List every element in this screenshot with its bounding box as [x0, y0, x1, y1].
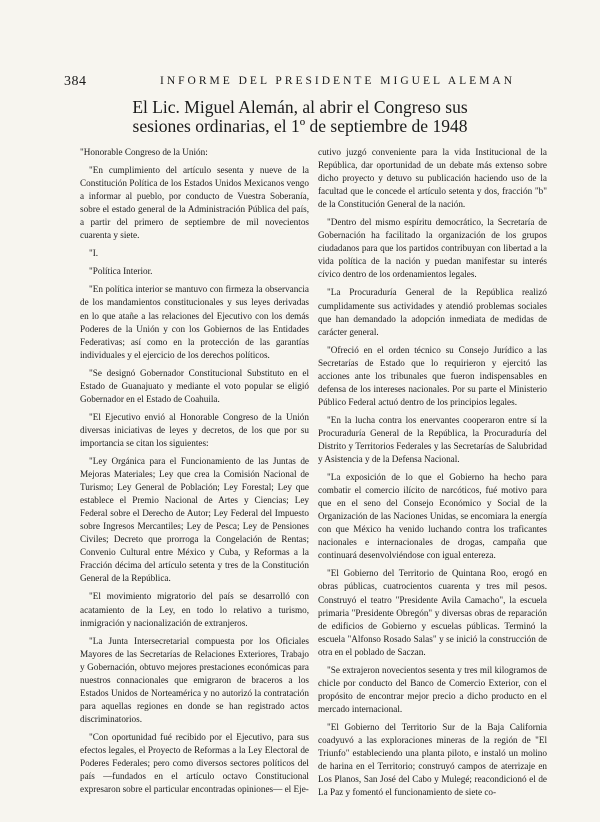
paragraph: "La Procuraduría General de la República realizó cumplidamente sus actividades y atendió problemas sociales que han demandado la adopción inmediata de medidas de carácter general. [318, 287, 547, 337]
paragraph: "El Gobierno del Territorio de Quintana Roo, erogó en obras públicas, cuatrocientos cuarenta y tres mil pesos. Construyó el teatro "Presidente Avila Camacho", la escuela primaria "Presidente Obregón" y diversas obras de reparación de edificios de Gobierno y escuelas públicas. Terminó la escuela "Alfonso Rosado Salas" y se inició la construcción de otra en el poblado de Saczan. [318, 568, 547, 657]
paragraph: "I. [89, 248, 99, 259]
title-line-2: sesiones ordinarias, el 1º de septiembre de 1948 [132, 116, 468, 136]
page-number: 384 [64, 74, 87, 89]
paragraph: cutivo juzgó conveniente para la vida Institucional de la República, dar oportunidad de un debate más extenso sobre dicho proyecto y detuvo su publicación haciendo uso de la facultad que le concede el artículo setenta y dos, fracción "b" de la Constitución General de la nación. [318, 147, 547, 210]
paragraph: "En política interior se mantuvo con firmeza la observancia de los mandamientos constitucionales y sus leyes derivadas en lo que atañe a las relaciones del Ejecutivo con los demás Poderes de la Unión y con los Gobiernos de las Entidades Federativas; así como en la protección de las garantías individuales y el ejercicio de los derechos políticos. [80, 284, 309, 360]
page-title [80, 98, 520, 136]
paragraph: "La exposición de lo que el Gobierno ha hecho para combatir el comercio ilícito de narcóticos, fué motivo para que en el seno del Consejo Económico y Social de la Organización de las Naciones Unidas, se encomiara la energía con que México ha venido luchando contra los traficantes nacionales e internacionales de drogas, campaña que continuará desenvolviéndose con igual entereza. [318, 472, 547, 561]
paragraph: "En la lucha contra los enervantes cooperaron entre sí la Procuraduría General de la República, la Procuraduría del Distrito y Territorios Federales y las Secretarías de Salubridad y Asistencia y de la Defensa Nacional. [318, 414, 547, 465]
paragraph: "La Junta Intersecretarial compuesta por los Oficiales Mayores de las Secretarías de Relaciones Exteriores, Trabajo y Gobernación, obtuvo mejores prestaciones económicas para nuestros connacionales que emigraron de braceros a los Estados Unidos de Norteamérica y no autorizó la contratación para aquellas regiones en donde se han registrado actos discriminatorios. [80, 635, 309, 724]
paragraph: "Con oportunidad fué recibido por el Ejecutivo, para sus efectos legales, el Proyecto de Reformas a la Ley Electoral de Poderes Federales; pero como diversos sectores políticos del país —fundados en el artículo octavo Constitucional expresaron sobre el particular encontradas opiniones— el Eje- [80, 731, 309, 795]
left-column [80, 146, 309, 801]
running-head: INFORME DEL PRESIDENTE MIGUEL ALEMAN [160, 75, 516, 87]
paragraph: "Ley Orgánica para el Funcionamiento de las Juntas de Mejoras Materiales; Ley que crea la Comisión Nacional de Turismo; Ley General de Población; Ley Forestal; Ley que establece el Premio Nacional de Artes y Ciencias; Ley Federal sobre el Derecho de Autor; Ley Federal del Impuesto sobre Ingresos Mercantiles; Ley de Pesca; Ley de Pensiones Civiles; Decreto que prorroga la Congelación de Rentas; Convenio Cultural entre México y Cuba, y Reformas a la Fracción décima del artículo setenta y tres de la Constitución General de la República. [80, 455, 309, 584]
paragraph: "Ofreció en el orden técnico su Consejo Jurídico a las Secretarías de Estado que lo requirieron y ejercitó las acciones ante los tribunales que fueron indispensables en defensa de los intereses nacionales. Por su parte el Ministerio Público Federal actuó dentro de los principios legales. [318, 344, 547, 407]
paragraph: "El Gobierno del Territorio Sur de la Baja California coadyuvó a las exploraciones mineras de la región de "El Triunfo" estableciendo una planta piloto, e instaló un molino de harina en el Territorio; construyó campos de aterrizaje en Los Planos, San José del Cabo y Mulegé; reacondicionó el de La Paz y fomentó el funcionamiento de siete co- [318, 721, 547, 798]
paragraph: "En cumplimiento del artículo sesenta y nueve de la Constitución Política de los Estados Unidos Mexicanos vengo a informar al pueblo, por conducto de Vuestra Soberanía, sobre el estado general de la Administración Pública del país, a partir del primero de septiembre de mil novecientos cuarenta y siete. [80, 165, 309, 241]
paragraph: "El movimiento migratorio del país se desarrolló con acatamiento de la Ley, en todo lo relativo a turismo, inmigración y nacionalización de extranjeros. [80, 591, 309, 628]
paragraph: "Dentro del mismo espíritu democrático, la Secretaría de Gobernación ha facilitado la organización de los grupos ciudadanos para que los partidos contribuyan con libertad a la vida política de la nación y puedan manifestar su interés cívico dentro de los ordenamientos legales. [318, 217, 547, 280]
paragraph: "El Ejecutivo envió al Honorable Congreso de la Unión diversas iniciativas de leyes y decretos, de los que por su importancia se citan los siguientes: [80, 411, 309, 448]
paragraph: "Honorable Congreso de la Unión: [80, 147, 208, 157]
right-column [318, 146, 547, 804]
paragraph: "Se designó Gobernador Constitucional Substituto en el Estado de Guanajuato y mediante el voto popular se eligió Gobernador en el Estado de Coahuila. [80, 367, 309, 404]
title-line-1: El Lic. Miguel Alemán, al abrir el Congreso sus [132, 97, 468, 117]
paragraph: "Política Interior. [89, 266, 153, 277]
paragraph: "Se extrajeron novecientos sesenta y tres mil kilogramos de chicle por conducto del Banco de Comercio Exterior, con el propósito de encontrar mejor precio a dicho producto en el mercado internacional. [318, 664, 547, 714]
